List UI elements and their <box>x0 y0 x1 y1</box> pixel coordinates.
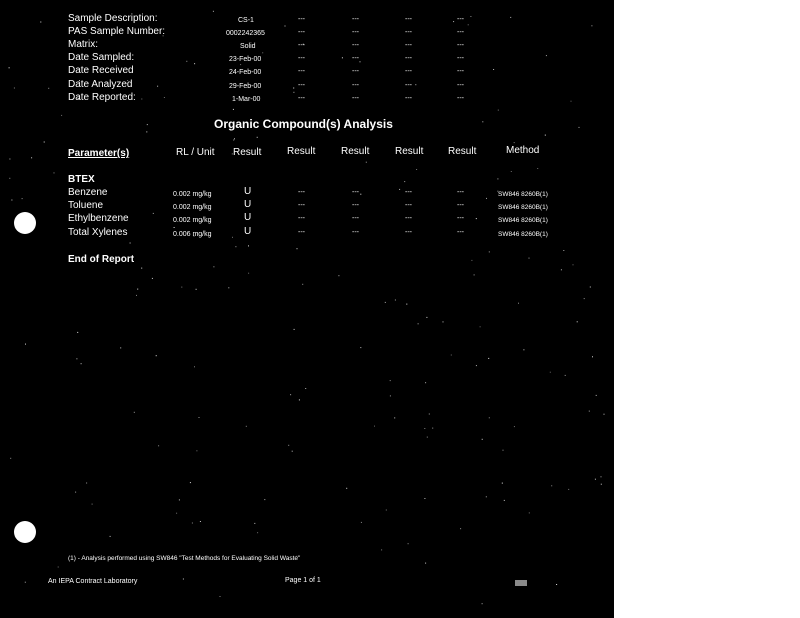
info-dash: --- <box>298 42 305 49</box>
scan-speck <box>183 579 184 580</box>
scan-speck <box>232 237 233 238</box>
scan-speck <box>394 417 395 418</box>
scan-speck <box>480 326 481 327</box>
info-dash: --- <box>405 42 412 49</box>
scan-speck <box>584 298 585 299</box>
scan-speck <box>489 251 490 252</box>
scan-speck <box>77 332 78 333</box>
info-label: Sample Description: <box>68 13 158 24</box>
scan-speck <box>474 274 475 275</box>
result-dash: --- <box>352 215 359 222</box>
scan-speck <box>346 488 347 489</box>
scan-speck <box>196 289 197 290</box>
scan-speck <box>288 445 289 446</box>
result-dash: --- <box>298 215 305 222</box>
scan-speck <box>157 86 158 87</box>
parameter-name: Benzene <box>68 187 108 198</box>
scan-speck <box>550 372 551 373</box>
scan-speck <box>75 492 76 493</box>
info-dash: --- <box>352 29 359 36</box>
scan-speck <box>235 246 236 247</box>
scan-speck <box>254 523 255 524</box>
scan-speck <box>294 329 295 330</box>
scan-speck <box>399 189 400 190</box>
scan-speck <box>471 260 472 261</box>
result-dash: --- <box>352 229 359 236</box>
info-dash: --- <box>405 82 412 89</box>
header-result: Result <box>448 146 477 157</box>
info-dash: --- <box>352 42 359 49</box>
scan-speck <box>565 375 566 376</box>
scan-speck <box>571 101 572 102</box>
info-label: Date Sampled: <box>68 52 135 63</box>
scan-speck <box>498 110 499 111</box>
scan-speck <box>360 347 361 348</box>
footer-page-number: Page 1 of 1 <box>285 577 321 584</box>
header-result: Result <box>287 146 316 157</box>
scan-speck <box>141 99 142 100</box>
scan-speck <box>529 512 530 513</box>
result-value: U <box>244 186 252 197</box>
info-label: Date Analyzed <box>68 79 133 90</box>
rl-value: 0.002 mg/kg <box>173 217 212 224</box>
info-dash: --- <box>352 16 359 23</box>
scan-speck <box>546 55 547 56</box>
info-dash: --- <box>298 55 305 62</box>
scan-speck <box>48 88 49 89</box>
info-dash: --- <box>405 95 412 102</box>
info-label: PAS Sample Number: <box>68 26 166 37</box>
scan-speck <box>152 278 153 279</box>
scan-speck <box>147 124 148 125</box>
scan-speck <box>453 21 454 22</box>
scan-speck <box>590 287 591 288</box>
scan-speck <box>302 284 303 285</box>
scan-speck <box>248 245 249 246</box>
result-dash: --- <box>352 202 359 209</box>
scan-speck <box>153 213 154 214</box>
scan-speck <box>44 142 45 143</box>
info-dash: --- <box>457 16 464 23</box>
header-result: Result <box>341 146 370 157</box>
scan-speck <box>136 295 137 296</box>
scan-speck <box>10 458 11 459</box>
scan-speck <box>563 250 564 251</box>
scan-speck <box>9 67 10 68</box>
scan-speck <box>482 603 483 604</box>
info-value: Solid <box>240 43 256 50</box>
scan-speck <box>297 248 298 249</box>
scan-speck <box>443 321 444 322</box>
scan-speck <box>25 344 26 345</box>
info-dash: --- <box>405 55 412 62</box>
scan-speck <box>61 115 62 116</box>
scan-speck <box>146 131 147 132</box>
scan-speck <box>164 97 165 98</box>
info-dash: --- <box>457 82 464 89</box>
scan-speck <box>432 428 433 429</box>
parameter-name: Ethylbenzene <box>68 213 129 224</box>
scan-speck <box>9 159 10 160</box>
scan-speck <box>568 489 569 490</box>
scan-speck <box>451 355 452 356</box>
scan-speck <box>366 162 367 163</box>
scan-speck <box>22 198 23 199</box>
scan-speck <box>502 483 503 484</box>
header-parameter: Parameter(s) <box>68 148 130 159</box>
scan-speck <box>427 437 428 438</box>
info-value: 0002242365 <box>226 30 265 37</box>
scan-speck <box>248 273 249 274</box>
group-label: BTEX <box>68 174 95 185</box>
scan-speck <box>31 157 32 158</box>
binder-hole <box>14 521 36 543</box>
scan-speck <box>264 499 265 500</box>
scan-speck <box>186 61 187 62</box>
info-value: 23-Feb-00 <box>229 56 262 63</box>
scan-speck <box>595 479 596 480</box>
scan-speck <box>86 483 87 484</box>
scan-speck <box>573 264 574 265</box>
result-dash: --- <box>405 215 412 222</box>
scan-speck <box>381 549 382 550</box>
info-value: 1-Mar-00 <box>232 96 261 103</box>
footer-lab: An IEPA Contract Laboratory <box>48 578 138 585</box>
info-dash: --- <box>405 16 412 23</box>
scan-speck <box>511 171 512 172</box>
scan-speck <box>14 88 15 89</box>
scan-speck <box>482 121 483 122</box>
result-dash: --- <box>457 215 464 222</box>
scan-speck <box>604 414 605 415</box>
scan-speck <box>134 412 135 413</box>
scan-speck <box>497 178 498 179</box>
scan-speck <box>194 63 195 64</box>
scan-speck <box>596 395 597 396</box>
scan-speck <box>305 388 306 389</box>
info-dash: --- <box>457 68 464 75</box>
scan-speck <box>179 499 180 500</box>
scan-speck <box>486 198 487 199</box>
info-dash: --- <box>352 95 359 102</box>
scan-speck <box>514 142 515 143</box>
result-dash: --- <box>352 189 359 196</box>
scan-speck <box>482 439 483 440</box>
scan-speck <box>386 510 387 511</box>
scan-speck <box>404 181 405 182</box>
method-value: SW846 8260B(1) <box>498 231 548 238</box>
scan-speck <box>424 498 425 499</box>
scan-speck <box>361 522 362 523</box>
scan-speck <box>11 200 12 201</box>
info-dash: --- <box>405 68 412 75</box>
scan-speck <box>488 358 489 359</box>
scan-speck <box>190 482 191 483</box>
scan-speck <box>460 528 461 529</box>
scan-speck <box>342 57 343 58</box>
scan-speck <box>110 536 111 537</box>
scan-speck <box>476 365 477 366</box>
result-dash: --- <box>457 202 464 209</box>
scan-speck <box>545 135 546 136</box>
scan-speck <box>293 88 294 89</box>
scan-speck <box>81 363 82 364</box>
header-method: Method <box>506 145 540 156</box>
scan-speck <box>426 317 427 318</box>
scan-speck <box>292 451 293 452</box>
scan-speck <box>551 485 552 486</box>
scan-speck <box>577 321 578 322</box>
header-result: Result <box>233 147 262 158</box>
result-value: U <box>244 212 252 223</box>
scan-speck <box>25 582 26 583</box>
scan-speck <box>285 26 286 27</box>
info-dash: --- <box>352 55 359 62</box>
scan-speck <box>299 399 300 400</box>
info-dash: --- <box>457 55 464 62</box>
scan-speck <box>493 69 494 70</box>
scan-speck <box>9 178 10 179</box>
rl-value: 0.002 mg/kg <box>173 204 212 211</box>
scan-speck <box>408 543 409 544</box>
scan-speck <box>489 417 490 418</box>
info-label: Date Received <box>68 65 134 76</box>
info-dash: --- <box>352 82 359 89</box>
header-rl-unit: RL / Unit <box>176 147 215 158</box>
scan-speck <box>425 563 426 564</box>
scan-speck <box>181 287 182 288</box>
scan-speck <box>233 140 234 141</box>
scan-speck <box>290 394 291 395</box>
scan-speck <box>406 304 407 305</box>
scan-speck <box>174 227 175 228</box>
scan-speck <box>293 92 294 93</box>
scan-speck <box>601 484 602 485</box>
header-result: Result <box>395 146 424 157</box>
result-dash: --- <box>405 189 412 196</box>
scan-speck <box>194 366 195 367</box>
info-label: Matrix: <box>68 39 98 50</box>
scan-speck <box>390 380 391 381</box>
scan-speck <box>468 24 469 25</box>
section-title: Organic Compound(s) Analysis <box>214 117 393 131</box>
scan-speck <box>196 450 197 451</box>
scan-speck <box>233 109 234 110</box>
scan-speck <box>561 269 562 270</box>
end-of-report: End of Report <box>68 254 135 265</box>
scan-speck <box>246 426 247 427</box>
scan-speck <box>257 137 258 138</box>
scan-speck <box>158 445 159 446</box>
stamp-mark <box>515 580 527 586</box>
scan-speck <box>199 417 200 418</box>
scan-speck <box>514 426 515 427</box>
result-dash: --- <box>405 229 412 236</box>
info-label: Date Reported: <box>68 92 136 103</box>
info-dash: --- <box>298 16 305 23</box>
scan-speck <box>390 395 391 396</box>
method-value: SW846 8260B(1) <box>498 191 548 198</box>
scan-speck <box>579 127 580 128</box>
result-dash: --- <box>298 202 305 209</box>
scan-speck <box>360 61 361 62</box>
scan-speck <box>523 349 524 350</box>
scan-speck <box>200 521 201 522</box>
scan-speck <box>592 356 593 357</box>
info-dash: --- <box>298 95 305 102</box>
scan-speck <box>418 323 419 324</box>
result-dash: --- <box>457 229 464 236</box>
result-dash: --- <box>298 229 305 236</box>
info-dash: --- <box>298 68 305 75</box>
info-value: 29-Feb-00 <box>229 83 262 90</box>
scan-speck <box>213 11 214 12</box>
scan-speck <box>120 347 121 348</box>
scan-speck <box>156 355 157 356</box>
info-value: CS-1 <box>238 17 254 24</box>
scan-speck <box>415 84 416 85</box>
scan-speck <box>360 194 361 195</box>
scan-speck <box>589 411 590 412</box>
parameter-name: Toluene <box>68 200 104 211</box>
scan-speck <box>141 268 142 269</box>
rl-value: 0.006 mg/kg <box>173 231 212 238</box>
scan-speck <box>92 504 93 505</box>
scan-speck <box>416 169 417 170</box>
result-value: U <box>244 199 252 210</box>
scan-speck <box>504 500 505 501</box>
info-dash: --- <box>352 68 359 75</box>
scan-speck <box>510 17 511 18</box>
scan-speck <box>374 426 375 427</box>
scan-speck <box>424 428 425 429</box>
info-dash: --- <box>457 29 464 36</box>
scan-speck <box>228 287 229 288</box>
scan-speck <box>395 300 396 301</box>
scan-speck <box>601 476 602 477</box>
scan-speck <box>76 358 77 359</box>
method-value: SW846 8260B(1) <box>498 217 548 224</box>
info-value: 24-Feb-00 <box>229 69 262 76</box>
info-dash: --- <box>457 95 464 102</box>
scan-speck <box>425 382 426 383</box>
result-dash: --- <box>457 189 464 196</box>
scan-speck <box>137 289 138 290</box>
parameter-name: Total Xylenes <box>68 227 128 238</box>
rl-value: 0.002 mg/kg <box>173 191 212 198</box>
result-dash: --- <box>298 189 305 196</box>
scan-speck <box>503 450 504 451</box>
footnote: (1) - Analysis performed using SW846 "Test Methods for Evaluating Solid Waste" <box>68 555 301 562</box>
scan-speck <box>220 596 221 597</box>
scan-speck <box>537 168 538 169</box>
scan-speck <box>58 567 59 568</box>
info-dash: --- <box>298 29 305 36</box>
scan-speck <box>40 22 41 23</box>
scan-speck <box>176 513 177 514</box>
info-dash: --- <box>457 42 464 49</box>
scan-speck <box>429 414 430 415</box>
result-dash: --- <box>405 202 412 209</box>
scan-speck <box>54 172 55 173</box>
scan-speck <box>518 303 519 304</box>
result-value: U <box>244 226 252 237</box>
scan-speck <box>234 138 235 139</box>
scan-speck <box>213 266 214 267</box>
scan-speck <box>476 218 477 219</box>
scan-speck <box>192 523 193 524</box>
scan-speck <box>529 258 530 259</box>
scan-speck <box>591 25 592 26</box>
scan-speck <box>486 496 487 497</box>
scan-speck <box>338 275 339 276</box>
scan-speck <box>130 243 131 244</box>
method-value: SW846 8260B(1) <box>498 204 548 211</box>
info-dash: --- <box>298 82 305 89</box>
scan-speck <box>385 302 386 303</box>
scan-speck <box>556 584 557 585</box>
scan-speck <box>470 16 471 17</box>
info-dash: --- <box>405 29 412 36</box>
binder-hole <box>14 212 36 234</box>
scan-speck <box>257 532 258 533</box>
scan-speck <box>262 52 263 53</box>
